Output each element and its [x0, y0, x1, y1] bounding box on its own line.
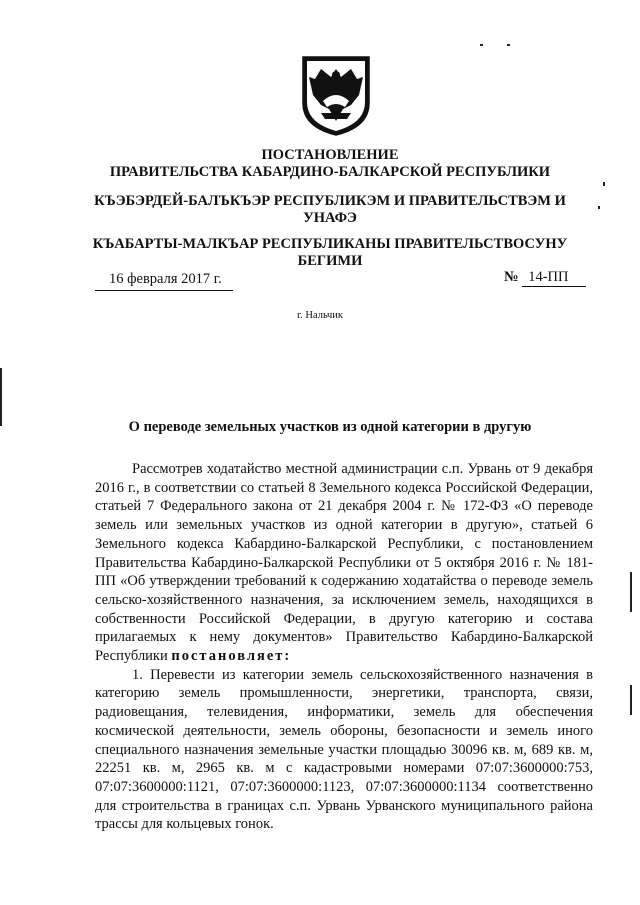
scan-mark [630, 685, 632, 715]
body-paragraph [95, 460, 593, 666]
scan-mark [0, 368, 2, 426]
header-block-1 [80, 147, 580, 181]
decree-word: постановляет: [171, 648, 292, 665]
scan-mark [480, 44, 483, 46]
document-date [95, 271, 233, 291]
city: г. Нальчик [297, 310, 343, 321]
issuer-kabardian: КЪЭБЭРДЕЙ-БАЛЪКЪЭР РЕСПУБЛИКЭМ И ПРАВИТЕЛЬСТВЭМ И [94, 193, 566, 209]
header-block-3 [80, 236, 580, 270]
number-value: 14-ПП [522, 269, 586, 287]
scan-mark [630, 572, 632, 612]
number-sign: № [504, 269, 519, 285]
scan-mark [507, 44, 510, 46]
issuer-balkarian: КЪАБАРТЫ-МАЛКЪАР РЕСПУБЛИКАНЫ ПРАВИТЕЛЬСТВОСУНУ [92, 236, 568, 252]
document-body [95, 460, 593, 834]
preamble-text: Рассмотрев ходатайство местной администрации с.п. Урвань от 9 декабря 2016 г., в соответствии со статьей 8 Земельного кодекса Российской Федерации, статьей 7 Федерального закона от 21 декабря 2004 г. № 172-ФЗ «О переводе земель или земельных участков из одной категории в другую», статьей 6 Земельного кодекса Кабардино-Балкарской Республики, с постановлением Правительства Кабардино-Балкарской Республики от 5 октября 2016 г. № 181-ПП «Об утверждении требований к содержанию ходатайства о переводе земель сельско-хозяйственного назначения, за исключением земель, находящихся в собственности Российской Федерации, в другую категорию и состава прилагаемых к нему документов» Правительство Кабардино-Балкарской Республики [95, 461, 593, 665]
body-paragraph: 1. Перевести из категории земель сельскохозяйственного назначения в категорию земель промышленности, энергетики, транспорта, связи, радиовещания, телевидения, информатики, земель для обеспечения космической деятельности, земель обороны, безопасности и земель иного специального назначения земельные участки площадью 30096 кв. м, 689 кв. м, 22251 кв. м, 2965 кв. м с кадастровыми номерами 07:07:3600000:753, 07:07:3600000:1121, 07:07:3600000:1123, 07:07:3600000:1134 соответственно для строительства в границах с.п. Урвань Урванского муниципального района трассы для кольцевых гонок. [95, 666, 593, 833]
scan-mark [598, 206, 600, 209]
document-type: ПОСТАНОВЛЕНИЕ [261, 147, 399, 163]
issuer-balkarian-cont: БЕГИМИ [297, 253, 363, 269]
scan-mark [603, 182, 605, 186]
header-block-2 [80, 193, 580, 227]
issuer-russian: ПРАВИТЕЛЬСТВА КАБАРДИНО-БАЛКАРСКОЙ РЕСПУБЛИКИ [109, 164, 551, 180]
coat-of-arms-eagle-icon [301, 55, 371, 137]
date-text: 16 февраля 2017 г. [109, 271, 222, 287]
document-title: О переводе земельных участков из одной категории в другую [128, 419, 532, 435]
document-number [504, 269, 586, 287]
issuer-kabardian-cont: УНАФЭ [303, 210, 357, 226]
